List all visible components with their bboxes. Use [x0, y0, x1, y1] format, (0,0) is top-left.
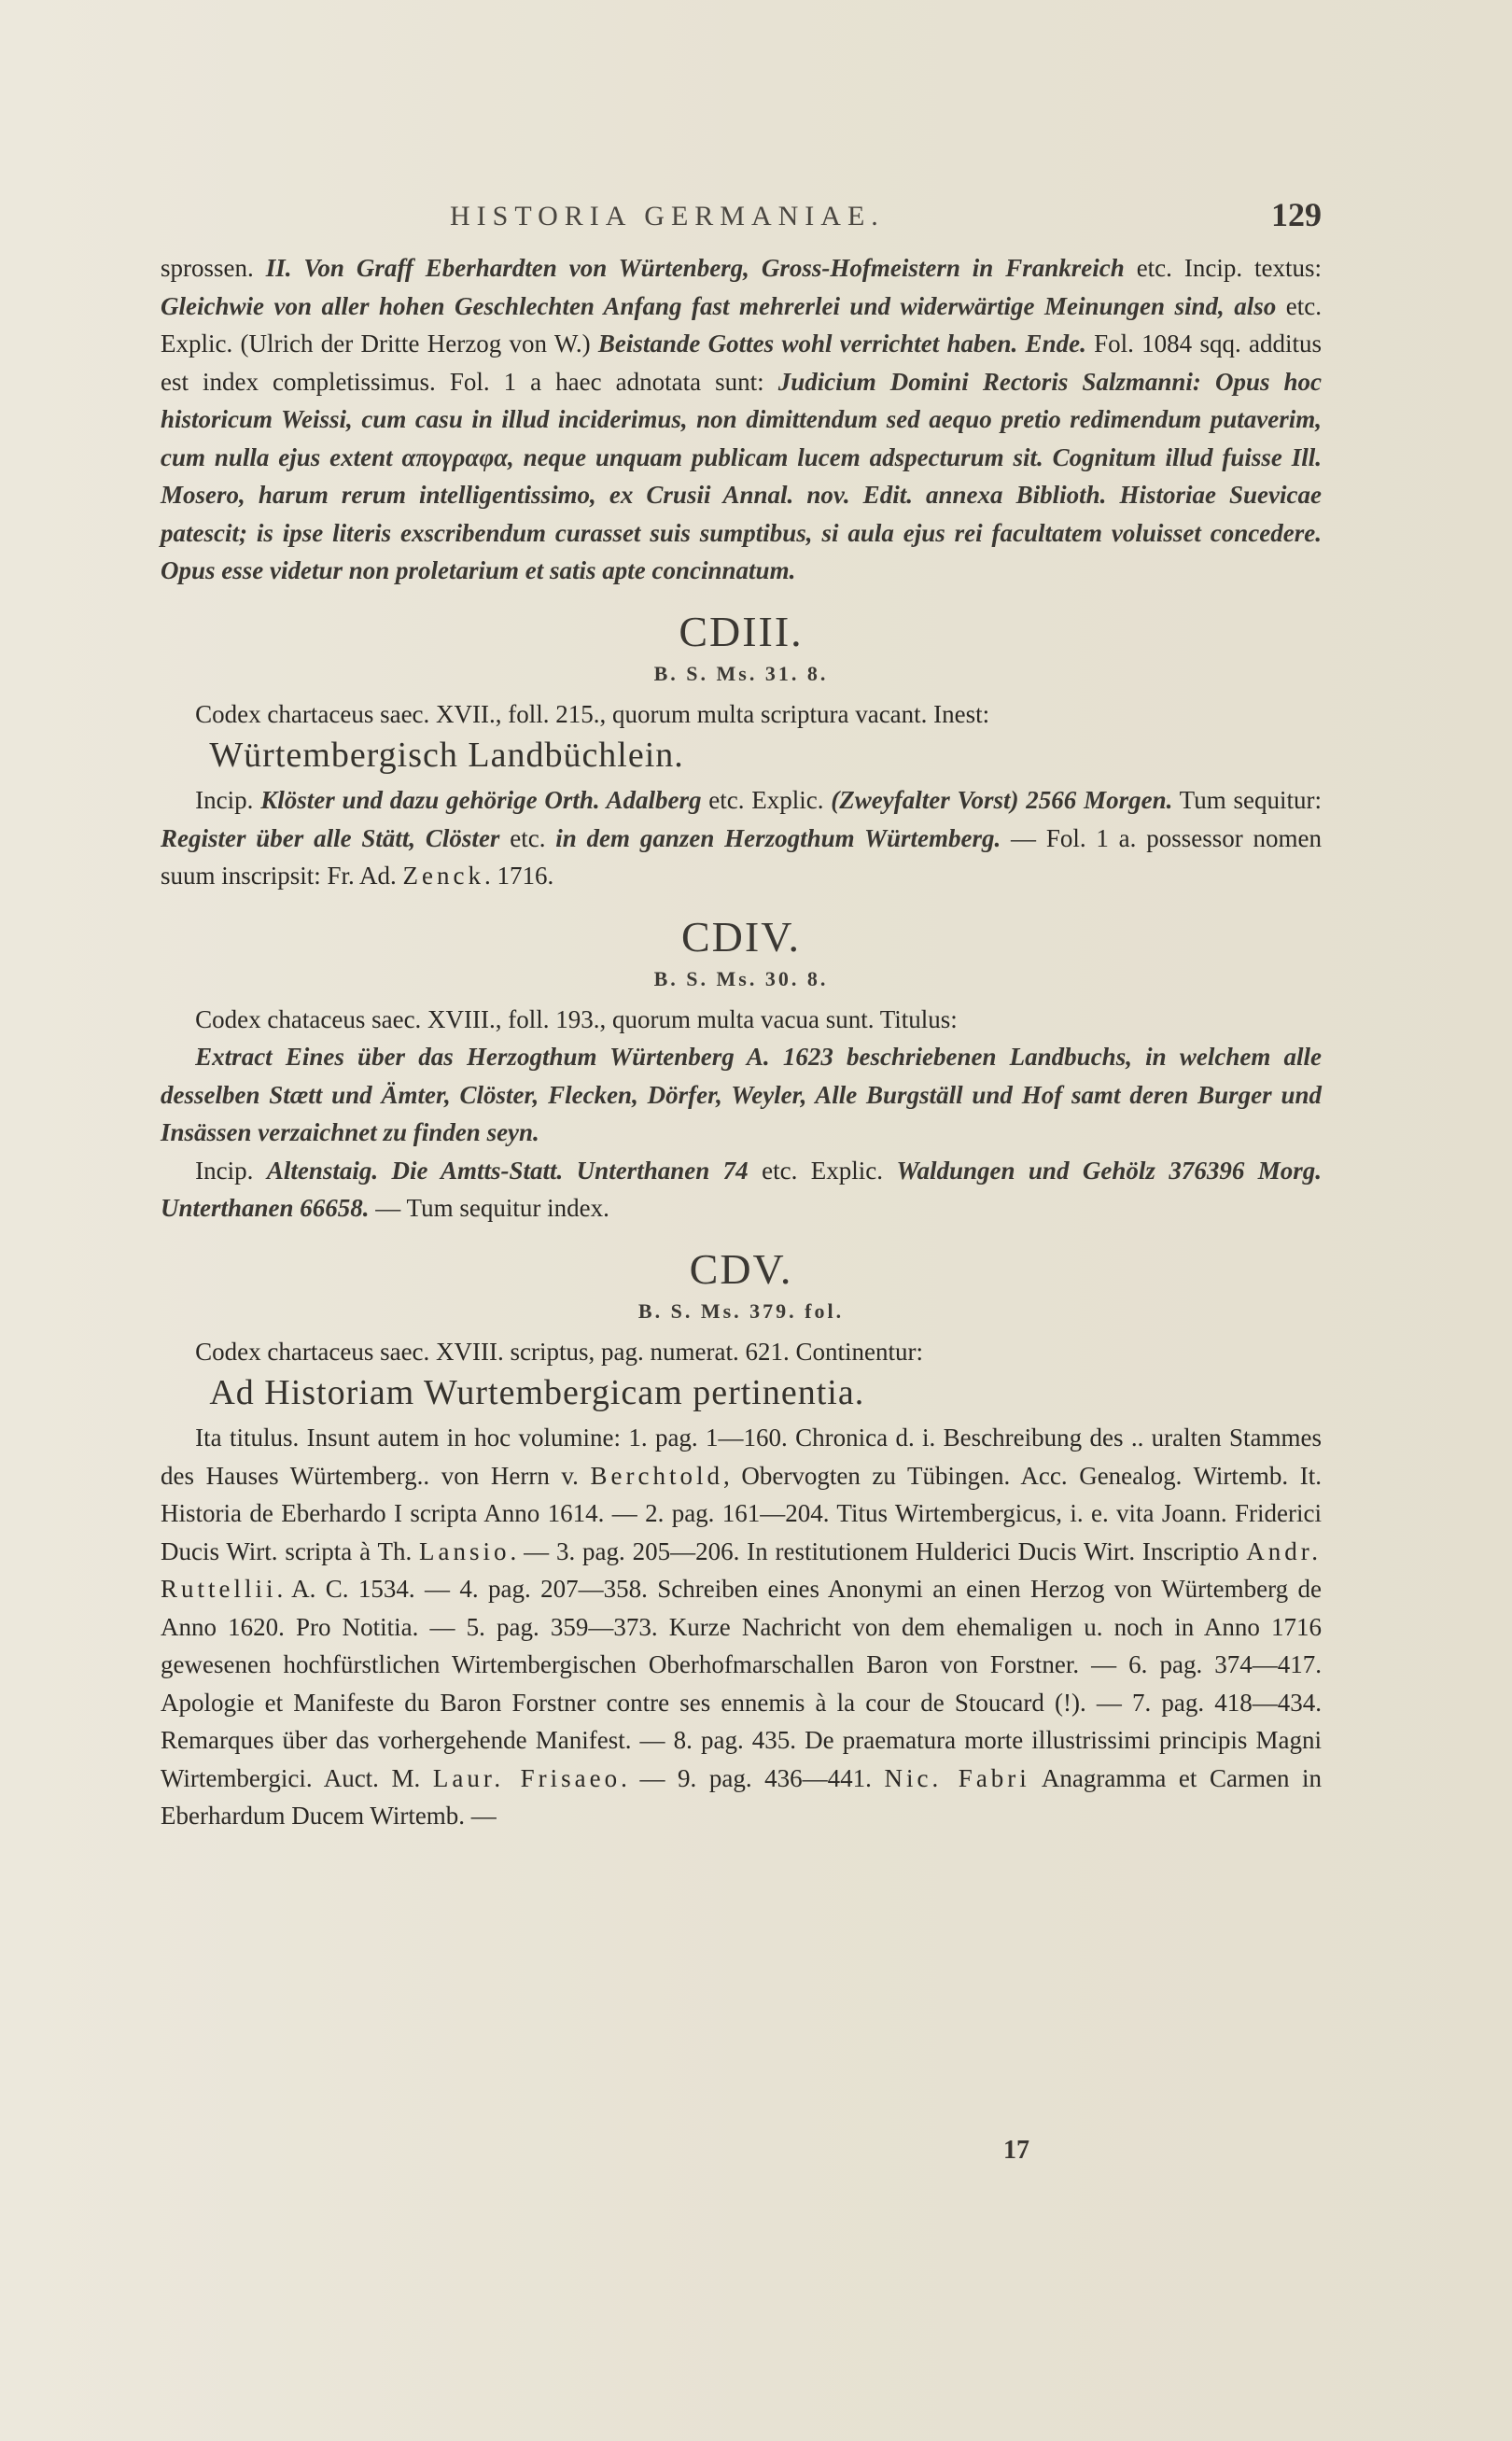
intro-text: Fol. 1084 sqq. additus est index completissimus. Fol. 1 a haec adnotata sunt: — [161, 330, 1322, 396]
text: . A. C. 1534. — 4. pag. 207—358. Schreiben eines Anonymi an einen Herzog von Würtemberg de Anno 1620. Pro Notitia. — 5. pag. 359—373. Kurze Nachricht von dem ehemaligen u. noch in Anno 1716 gewesenen hochfürstlichen Wirtembergischen Oberhofmarschallen Baron von Forstner. — 6. pag. 374—417. Apologie et Manifeste du Baron Forstner contre ses ennemis à la cour de Stoucard (!). — 7. pag. 418—434. Remarques über das vorhergehende Manifest. — 8. pag. 435. De praematura morte illustrissimi principis Magni Wirtembergici. Auct. M. — [161, 1575, 1322, 1792]
work-title: Würtembergisch Landbüchlein. — [209, 736, 684, 775]
incipit-paragraph — [161, 781, 1322, 895]
text: etc. — [499, 823, 556, 852]
intro-text: etc. Explic. (Ulrich der Dritte Herzog von W.) — [161, 291, 1322, 358]
italic: Klöster und dazu gehörige Orth. Adalberg — [260, 786, 702, 814]
shelfmark: B. S. Ms. 379. fol. — [637, 1298, 845, 1323]
contents-paragraph — [161, 1419, 1322, 1835]
intro-text: sprossen. — [161, 254, 266, 282]
text: . 1716. — [484, 862, 554, 890]
italic: (Zweyfalter Vorst) 2566 Morgen. — [831, 786, 1173, 814]
running-title: HISTORIA GERMANIAE. — [450, 201, 885, 231]
spaced-name: Laur. Frisaeo — [432, 1763, 622, 1792]
intro-paragraph — [161, 249, 1322, 590]
text: Ita titulus. Insunt autem in hoc volumine: 1. pag. 1—160. Chronica d. i. Beschreibung des .. uralten Stammes des Hauses Würtemberg.. von Herrn v. — [161, 1424, 1322, 1490]
intro-italic: Judicium Domini Rectoris Salzmanni: Opus hoc historicum Weissi, cum casu in illud inciderimus, non dimittendum sed aequo pretio redimendum putaverim, cum nulla ejus extent απογραφα, neque unquam publicam lucem adspecturum sit. Cognitum illud fuisse Ill. Mosero, harum rerum intelligentissimo, ex Crusii Annal. nov. Edit. annexa Biblioth. Historiae Suevicae patescit; is ipse literis exscribendum curasset suis sumptibus, si aula ejus rei facultatem voluisset concedere. Opus esse videtur non proletarium et satis apte concinnatum. — [161, 367, 1322, 584]
italic: Extract Eines über das Herzogthum Würtenberg A. 1623 beschriebenen Landbuchs, in welchem alle desselben Stætt und Ämter, Clöster, Flecken, Dörfer, Weyler, Alle Burgställ und Hof samt deren Burger und Insässen verzaichnet zu finden seyn. — [161, 1043, 1322, 1146]
italic: Waldungen und Gehölz 376396 Morg. Unterthanen 66658. — [161, 1156, 1323, 1222]
text: — Fol. 1 a. possessor nomen suum inscripsit: Fr. Ad. — [161, 823, 1322, 890]
incipit-paragraph — [161, 1152, 1322, 1228]
intro-text: etc. Incip. textus: — [1124, 254, 1322, 282]
codex-description: Codex chartaceus saec. XVII., foll. 215., quorum multa scriptura vacant. Inest: — [195, 699, 990, 728]
work-title: Ad Historiam Wurtembergicam pertinentia. — [209, 1373, 865, 1412]
text: Incip. — [195, 786, 261, 814]
text: — Tum sequitur index. — [369, 1194, 609, 1222]
signature-mark: 17 — [1003, 2136, 1029, 2165]
text: . — 3. pag. 205—206. In restitutionem Hulderici Ducis Wirt. Inscriptio — [510, 1536, 1247, 1565]
section-number: CDV. — [689, 1244, 793, 1293]
intro-italic: Gleichwie von aller hohen Geschlechten Anfang fast mehrerlei und widerwärtige Meinungen sind, also — [161, 291, 1277, 320]
section-number: CDIII. — [679, 607, 804, 655]
running-header — [161, 191, 1322, 249]
codex-description: Codex chartaceus saec. XVIII. scriptus, pag. numerat. 621. Continentur: — [195, 1337, 923, 1366]
text: , Obervogten zu Tübingen. Acc. Genealog. Wirtemb. It. Historia de Eberhardo I scripta Anno 1614. — 2. pag. 161—204. Titus Wirtembergicus, i. e. vita Joann. Friderici Ducis Wirt. scripta à Th. — [161, 1461, 1322, 1565]
spaced-name: Andr. Ruttellii — [161, 1536, 1322, 1603]
text: etc. Explic. — [748, 1156, 897, 1185]
page-content — [161, 191, 1322, 1835]
shelfmark: B. S. Ms. 30. 8. — [653, 966, 829, 990]
text: etc. Explic. — [701, 786, 832, 814]
italic: in dem ganzen Herzogthum Würtemberg. — [555, 823, 1001, 852]
italic: Register über alle Stätt, Clöster — [161, 823, 500, 852]
text: Tum sequitur: — [1172, 786, 1322, 814]
italic: Altenstaig. Die Amtts-Statt. Unterthanen 74 — [266, 1156, 749, 1185]
text: Anagramma et Carmen in Eberhardum Ducem Wirtemb. — — [161, 1763, 1323, 1830]
intro-italic: II. Von Graff Eberhardten von Würtenberg, Gross-Hofmeistern in Frankreich — [265, 254, 1125, 282]
spaced-name: Zenck — [402, 862, 485, 890]
text: . — 9. pag. 436—441. — [621, 1763, 885, 1792]
intro-italic: Beistande Gottes wohl verrichtet haben. Ende. — [597, 330, 1086, 358]
spaced-name: Lansio — [419, 1536, 511, 1565]
spaced-name: Berchtold — [590, 1461, 724, 1490]
text: Incip. — [195, 1156, 267, 1185]
page-number: 129 — [1271, 196, 1322, 233]
shelfmark: B. S. Ms. 31. 8. — [653, 661, 829, 685]
section-number: CDIV. — [680, 912, 801, 961]
spaced-name: Nic. Fabri — [884, 1763, 1030, 1792]
codex-description: Codex chataceus saec. XVIII., foll. 193., quorum multa vacua sunt. Titulus: — [195, 1004, 958, 1033]
title-paragraph — [161, 1038, 1322, 1152]
